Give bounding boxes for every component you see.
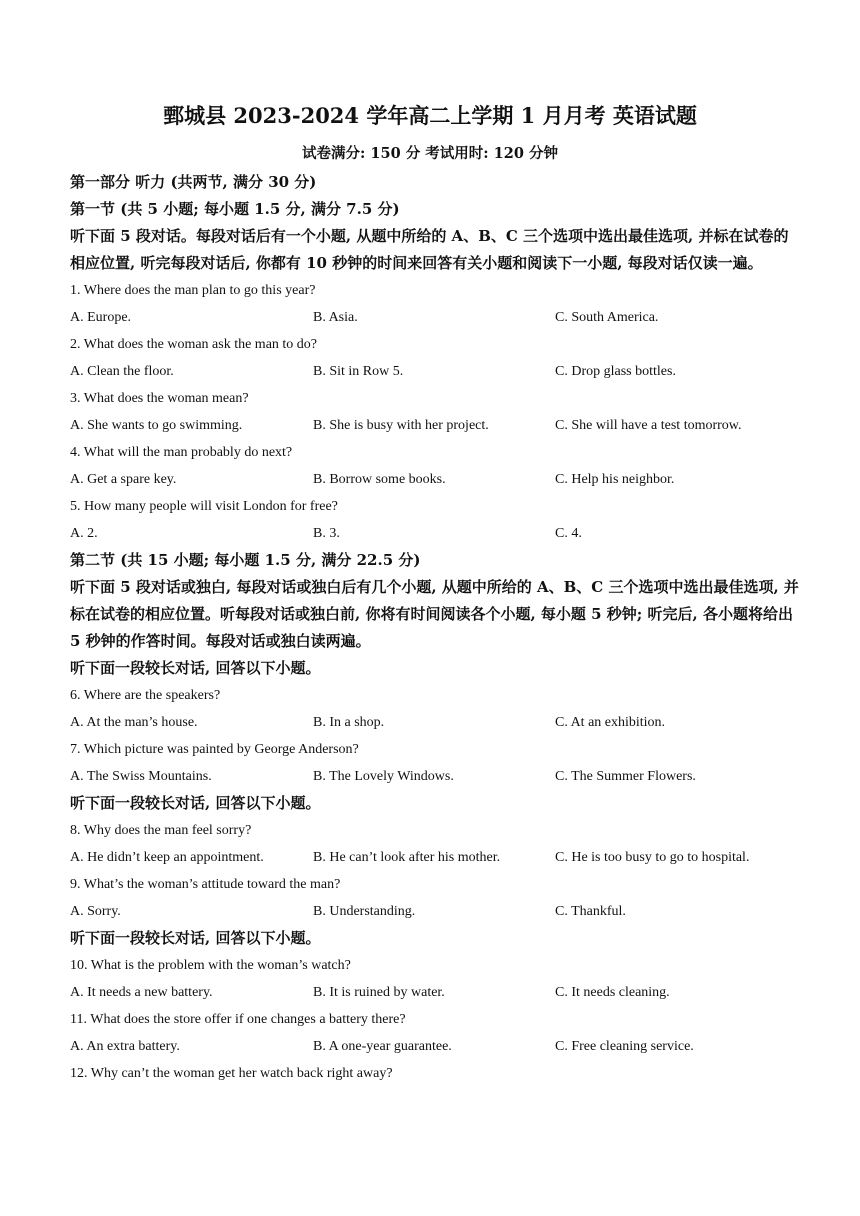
question-text: 11. What does the store offer if one changes a battery there? bbox=[70, 1012, 406, 1027]
option-b: B. Understanding. bbox=[313, 904, 416, 919]
question-options bbox=[70, 412, 800, 439]
option-c: C. 4. bbox=[555, 526, 582, 541]
option-a: A. The Swiss Mountains. bbox=[70, 769, 212, 784]
question-options bbox=[70, 466, 800, 493]
option-a: A. Europe. bbox=[70, 310, 132, 325]
option-c: C. At an exhibition. bbox=[555, 715, 666, 730]
option-c: C. South America. bbox=[555, 310, 659, 325]
question-text: 4. What will the man probably do next? bbox=[70, 445, 293, 460]
option-b: B. In a shop. bbox=[313, 715, 385, 730]
option-b: B. The Lovely Windows. bbox=[313, 769, 454, 784]
option-c: C. Drop glass bottles. bbox=[555, 364, 676, 379]
option-c: C. Help his neighbor. bbox=[555, 472, 675, 487]
option-a: A. An extra battery. bbox=[70, 1039, 180, 1054]
option-c: C. He is too busy to go to hospital. bbox=[555, 850, 750, 865]
option-b: B. He can’t look after his mother. bbox=[313, 850, 501, 865]
option-a: A. She wants to go swimming. bbox=[70, 418, 243, 433]
option-a: A. Sorry. bbox=[70, 904, 121, 919]
option-c: C. Thankful. bbox=[555, 904, 626, 919]
option-a: A. It needs a new battery. bbox=[70, 985, 213, 1000]
exam-subtitle: 试卷满分: 150 分 考试用时: 120 分钟 bbox=[302, 145, 558, 162]
question-text: 3. What does the woman mean? bbox=[70, 391, 249, 406]
option-b: B. Asia. bbox=[313, 310, 358, 325]
question-text: 2. What does the woman ask the man to do? bbox=[70, 337, 318, 352]
question-options bbox=[70, 358, 800, 385]
exam-title: 鄄城县 2023-2024 学年高二上学期 1 月月考 英语试题 bbox=[163, 103, 697, 128]
question-options bbox=[70, 520, 800, 547]
question-options bbox=[70, 898, 800, 925]
option-c: C. Free cleaning service. bbox=[555, 1039, 694, 1054]
option-b: B. Sit in Row 5. bbox=[313, 364, 404, 379]
question-text: 8. Why does the man feel sorry? bbox=[70, 823, 252, 838]
option-a: A. Get a spare key. bbox=[70, 472, 177, 487]
option-a: A. He didn’t keep an appointment. bbox=[70, 850, 264, 865]
question-options bbox=[70, 709, 800, 736]
question-text: 1. Where does the man plan to go this year? bbox=[70, 283, 316, 298]
section-heading: 第一节 (共 5 小题; 每小题 1.5 分, 满分 7.5 分) bbox=[70, 200, 400, 218]
option-c: C. She will have a test tomorrow. bbox=[555, 418, 742, 433]
section-heading: 第二节 (共 15 小题; 每小题 1.5 分, 满分 22.5 分) bbox=[70, 551, 421, 569]
option-a: A. Clean the floor. bbox=[70, 364, 174, 379]
option-b: B. 3. bbox=[313, 526, 340, 541]
section-instructions: 听下面 5 段对话或独白, 每段对话或独白后有几个小题, 从题中所给的 A、B、C 三个选项中选出最佳选项, 并标在试卷的相应位置。听每段对话或独白前, 你将有时间阅读各个小题, 每小题 5 秒钟; 听完后, 各小题将给出 5 秒钟的作答时间。每段对话或独白读两遍。 bbox=[70, 578, 799, 650]
option-a: A. 2. bbox=[70, 526, 98, 541]
question-options bbox=[70, 763, 800, 790]
question-options bbox=[70, 304, 800, 331]
dialog-prompt: 听下面一段较长对话, 回答以下小题。 bbox=[70, 929, 321, 947]
question-options bbox=[70, 844, 800, 871]
question-text: 10. What is the problem with the woman’s watch? bbox=[70, 958, 351, 973]
question-options bbox=[70, 1033, 800, 1060]
question-text: 5. How many people will visit London for free? bbox=[70, 499, 338, 514]
section-instructions: 听下面 5 段对话。每段对话后有一个小题, 从题中所给的 A、B、C 三个选项中选出最佳选项, 并标在试卷的相应位置, 听完每段对话后, 你都有 10 秒钟的时间来回答有关小题和阅读下一小题, 每段对话仅读一遍。 bbox=[70, 227, 789, 272]
question-text: 6. Where are the speakers? bbox=[70, 688, 221, 703]
option-a: A. At the man’s house. bbox=[70, 715, 198, 730]
question-text: 9. What’s the woman’s attitude toward the man? bbox=[70, 877, 341, 892]
question-text: 7. Which picture was painted by George Anderson? bbox=[70, 742, 359, 757]
option-b: B. It is ruined by water. bbox=[313, 985, 445, 1000]
option-b: B. She is busy with her project. bbox=[313, 418, 489, 433]
dialog-prompt: 听下面一段较长对话, 回答以下小题。 bbox=[70, 794, 321, 812]
option-c: C. It needs cleaning. bbox=[555, 985, 670, 1000]
question-options bbox=[70, 979, 800, 1006]
question-text: 12. Why can’t the woman get her watch back right away? bbox=[70, 1066, 393, 1081]
option-b: B. A one-year guarantee. bbox=[313, 1039, 452, 1054]
option-c: C. The Summer Flowers. bbox=[555, 769, 696, 784]
part-heading: 第一部分 听力 (共两节, 满分 30 分) bbox=[70, 173, 317, 191]
exam-body bbox=[70, 169, 800, 1087]
option-b: B. Borrow some books. bbox=[313, 472, 446, 487]
dialog-prompt: 听下面一段较长对话, 回答以下小题。 bbox=[70, 659, 321, 677]
